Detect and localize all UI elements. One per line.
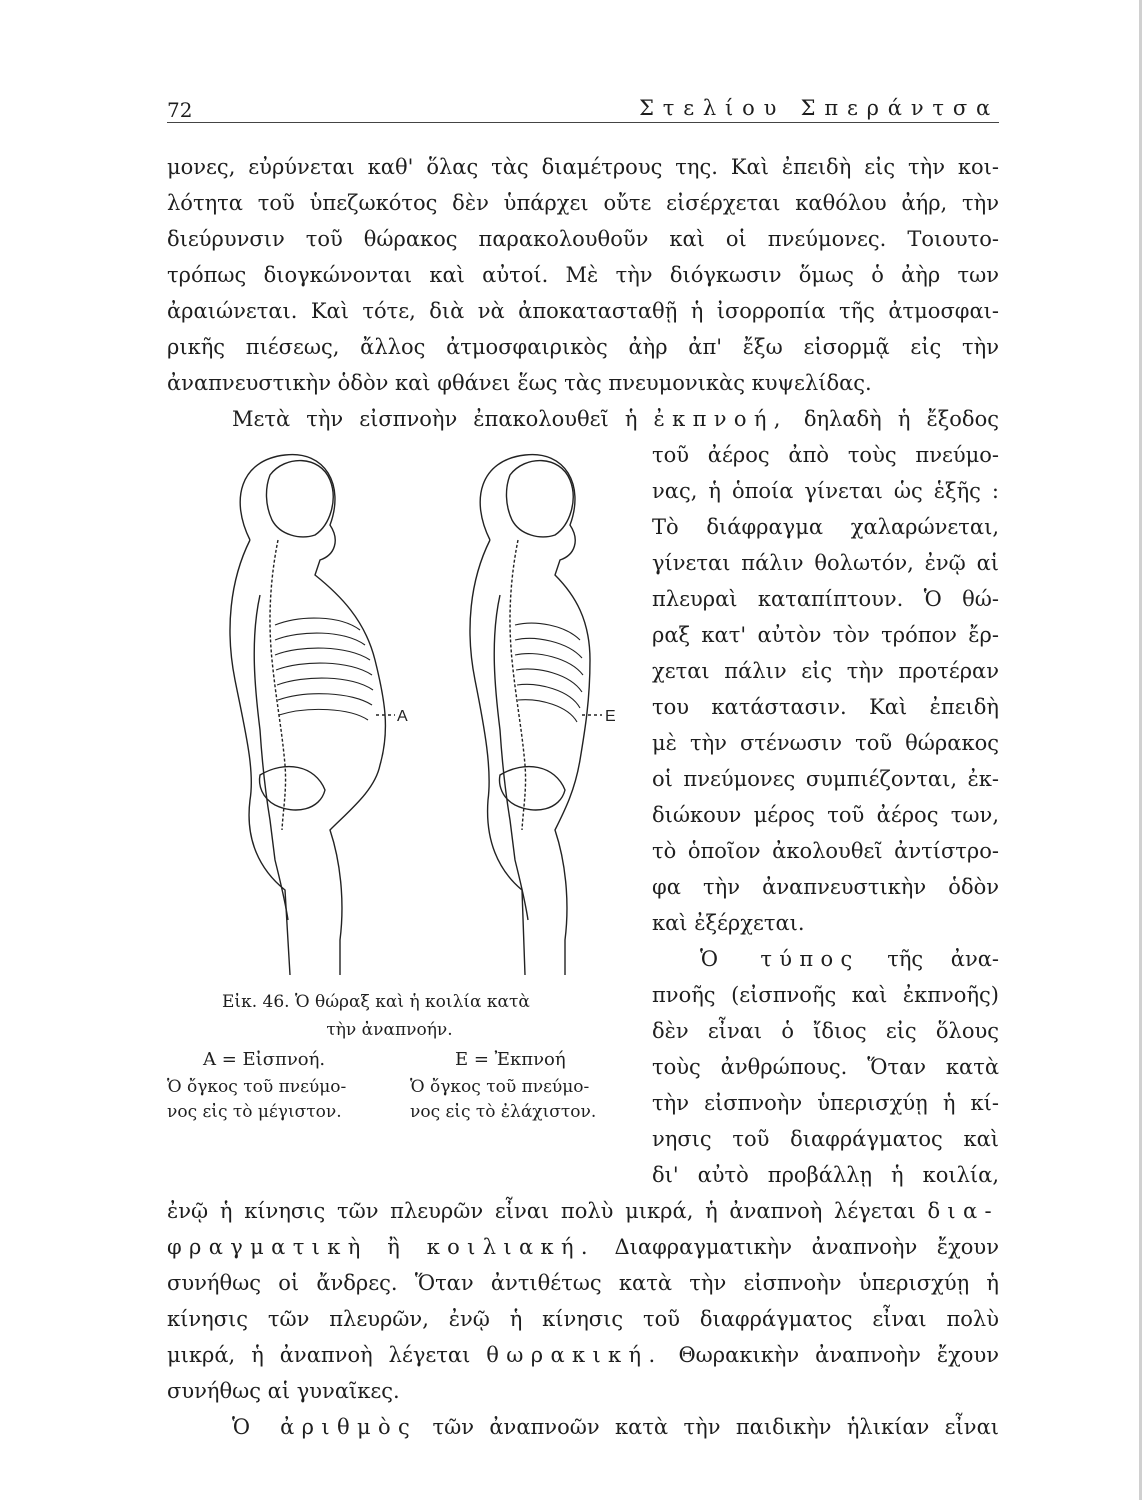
term-diaphragmatic-2: φραγματικὴ xyxy=(167,1235,368,1259)
legend-inspiration-line: νος εἰς τὸ μέγιστον. xyxy=(167,1102,342,1122)
text-line: του κατάστασιν. Καὶ ἐπειδὴ xyxy=(652,695,999,719)
text-run: Μετὰ τὴν εἰσπνοὴν ἐπακολουθεῖ ἡ xyxy=(232,407,638,431)
text-line: Τὸ διάφραγμα χαλαρώνεται, xyxy=(652,515,999,539)
text-run: τῆς ἀνα- xyxy=(887,947,999,971)
text-line: κίνησις τῶν πλευρῶν, ἐνῷ ἡ κίνησις τοῦ διαφράγματος εἶναι πολὺ xyxy=(167,1307,999,1331)
text-line: τρόπως διογκώνονται καὶ αὐτοί. Μὲ τὴν διόγκωσιν ὅμως ὁ ἀὴρ των xyxy=(167,263,999,287)
text-line: τὴν εἰσπνοὴν ὑπερισχύῃ ἡ κί- xyxy=(652,1091,999,1115)
text-line: οἱ πνεύμονες συμπιέζονται, ἐκ- xyxy=(652,767,999,791)
figure-caption: Εἰκ. 46. Ὁ θώραξ καὶ ἡ κοιλία κατὰ xyxy=(222,992,530,1012)
term-expiration: ἐκπνοή, xyxy=(653,407,788,431)
text-line: μονες, εὐρύνεται καθ' ὅλας τὰς διαμέτρους της. Καὶ ἐπειδὴ εἰς τὴν κοι- xyxy=(167,155,999,179)
legend-expiration-line: Ὁ ὄγκος τοῦ πνεύμο- xyxy=(410,1077,590,1097)
text-line: τοὺς ἀνθρώπους. Ὅταν κατὰ xyxy=(652,1055,999,1079)
text-run: δηλαδὴ ἡ ἔξοδος xyxy=(803,407,999,431)
text-line: τὸ ὁποῖον ἀκολουθεῖ ἀντίστρο- xyxy=(652,839,999,863)
text-line: χεται πάλιν εἰς τὴν προτέραν xyxy=(652,659,999,683)
ribs-left xyxy=(275,618,373,720)
text-line: καὶ ἐξέρχεται. xyxy=(652,911,805,935)
text-line: ραξ κατ' αὐτὸν τὸν τρόπον ἔρ- xyxy=(652,623,999,647)
body-outline-left xyxy=(230,455,385,975)
text-line xyxy=(232,1412,999,1442)
text-line: δὲν εἶναι ὁ ἴδιος εἰς ὅλους xyxy=(652,1019,999,1043)
text-line: ἀραιώνεται. Καὶ τότε, διὰ νὰ ἀποκατασταθῇ ἡ ἰσορροπία τῆς ἀτμοσφαι- xyxy=(167,299,999,323)
text-line: δι' αὐτὸ προβάλλῃ ἡ κοιλία, xyxy=(652,1163,999,1187)
page-number: 72 xyxy=(167,98,193,122)
label-a: A xyxy=(397,708,408,725)
text-line: τοῦ ἀέρος ἀπὸ τοὺς πνεύμο- xyxy=(652,443,999,467)
figure-caption-2: τὴν ἀναπνοήν. xyxy=(326,1020,453,1040)
text-line: μὲ τὴν στένωσιν τοῦ θώρακος xyxy=(652,731,999,755)
text-line: πλευραὶ καταπίπτουν. Ὁ θώ- xyxy=(652,587,999,611)
skull-right xyxy=(506,461,573,537)
text-line: νησις τοῦ διαφράγματος καὶ xyxy=(652,1127,999,1151)
text-line: γίνεται πάλιν θολωτόν, ἐνῷ αἱ xyxy=(652,551,999,575)
text-run: Θωρακικὴν ἀναπνοὴν ἔχουν xyxy=(678,1343,999,1367)
legend-inspiration-title: A = Εἰσπνοή. xyxy=(203,1049,326,1070)
pelvis-right xyxy=(500,767,565,810)
term-diaphragmatic: δια- xyxy=(927,1199,999,1223)
text-line: νας, ἡ ὁποία γίνεται ὡς ἑξῆς : xyxy=(652,479,999,503)
text-line: ἀναπνευστικὴν ὁδὸν καὶ φθάνει ἕως τὰς πνευμονικὰς κυψελίδας. xyxy=(167,371,872,395)
text-line xyxy=(700,944,999,974)
text-line: διεύρυνσιν τοῦ θώρακος παρακολουθοῦν καὶ οἱ πνεύμονες. Τοιουτο- xyxy=(167,227,999,251)
ribs-right xyxy=(515,623,583,722)
text-run: μικρά, ἡ ἀναπνοὴ λέγεται xyxy=(167,1343,471,1367)
text-line: φα τὴν ἀναπνευστικὴν ὁδὸν xyxy=(652,875,999,899)
text-line: συνήθως οἱ ἄνδρες. Ὅταν ἀντιθέτως κατὰ τὴν εἰσπνοὴν ὑπερισχύῃ ἡ xyxy=(167,1271,999,1295)
text-line: διώκουν μέρος τοῦ ἀέρος των, xyxy=(652,803,999,827)
figure-skeletons xyxy=(190,430,640,985)
arm-left xyxy=(254,595,288,920)
label-e: E xyxy=(605,708,616,725)
text-line: λότητα τοῦ ὑπεζωκότος δὲν ὑπάρχει οὔτε εἰσέρχεται καθόλου ἀήρ, τὴν xyxy=(167,191,999,215)
term-abdominal: κοιλιακή. xyxy=(426,1235,595,1259)
legend-expiration-line: νος εἰς τὸ ἐλάχιστον. xyxy=(410,1102,597,1122)
text-line: συνήθως αἱ γυναῖκες. xyxy=(167,1379,400,1403)
figure-inspiration xyxy=(230,455,395,975)
term-thoracic: θωρακική. xyxy=(486,1343,663,1367)
legend-expiration-title: E = Ἐκπνοή xyxy=(455,1049,566,1070)
legend-inspiration-line: Ὁ ὄγκος τοῦ πνεύμο- xyxy=(167,1077,347,1097)
term-or: ἢ xyxy=(387,1235,408,1259)
text-line xyxy=(167,1196,999,1226)
text-line: πνοῆς (εἰσπνοῆς καὶ ἐκπνοῆς) xyxy=(652,983,999,1007)
text-run: τῶν ἀναπνοῶν κατὰ τὴν παιδικὴν ἡλικίαν εἶναι xyxy=(432,1415,999,1439)
running-title: Στελίου Σπεράντσα xyxy=(639,96,999,120)
text-line xyxy=(167,1232,999,1262)
term-number: Ὁ ἀριθμὸς xyxy=(232,1415,418,1439)
header-rule xyxy=(167,122,999,123)
text-run: Διαφραγματικὴν ἀναπνοὴν ἔχουν xyxy=(614,1235,999,1259)
term-type: Ὁ τύπος xyxy=(700,947,860,971)
text-run: ἐνῷ ἡ κίνησις τῶν πλευρῶν εἶναι πολὺ μικρά, ἡ ἀναπνοὴ λέγεται xyxy=(167,1199,916,1223)
text-line: ρικῆς πιέσεως, ἄλλος ἀτμοσφαιρικὸς ἀὴρ ἀπ' ἔξω εἰσορμᾷ εἰς τὴν xyxy=(167,335,999,359)
text-line xyxy=(167,1340,999,1370)
skull-left xyxy=(266,461,333,537)
arm-right xyxy=(494,595,528,920)
pelvis-left xyxy=(260,767,325,810)
figure-expiration xyxy=(470,455,602,975)
